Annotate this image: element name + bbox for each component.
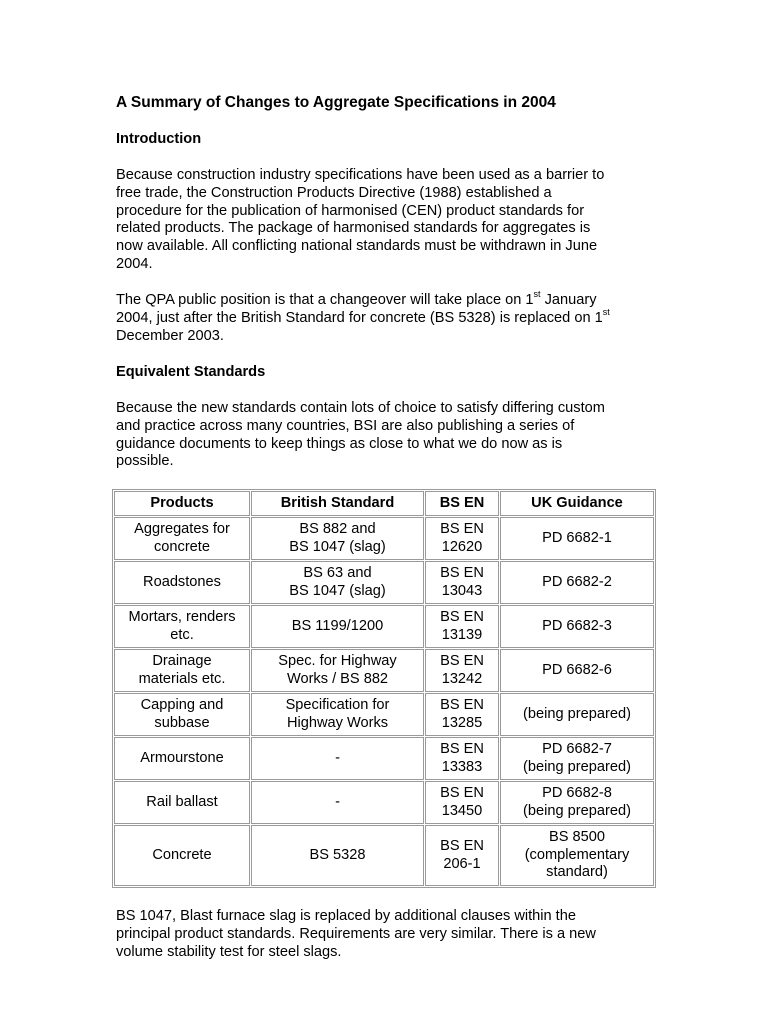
text-line [116, 289, 656, 310]
cell-text: Spec. for Highway [278, 652, 397, 669]
ordinal-suffix: st [602, 306, 610, 317]
table-row [114, 737, 654, 780]
uk-guidance-cell [500, 693, 654, 736]
cell-text: 13242 [441, 670, 483, 687]
british-standard-cell [251, 649, 424, 692]
product-cell [114, 649, 250, 692]
uk-guidance-cell [500, 561, 654, 604]
text-line: Because construction industry specifications have been used as a barrier to [116, 167, 605, 183]
text-line: related products. The package of harmonised standards for aggregates is [116, 220, 591, 237]
bs-en-cell [425, 693, 499, 736]
bs-en-cell [425, 605, 499, 648]
cell-text: BS EN [440, 520, 484, 537]
cell-text: Roadstones [143, 573, 221, 590]
cell-text: PD 6682-1 [542, 529, 612, 546]
header-bs-en: BS EN [425, 491, 499, 516]
cell-text: Specification for [285, 696, 390, 713]
cell-text: (being prepared) [523, 705, 631, 722]
text-fragment: January [540, 292, 597, 308]
cell-text: BS 63 and [303, 564, 372, 581]
british-standard-cell [251, 825, 424, 886]
table-row [114, 605, 654, 648]
cell-text: PD 6682-6 [542, 661, 612, 678]
cell-text: 13139 [441, 626, 483, 643]
cell-text: 206-1 [443, 855, 481, 872]
cell-text: Armourstone [140, 749, 224, 766]
cell-text: 12620 [441, 538, 483, 555]
cell-text: Works / BS 882 [286, 670, 389, 687]
cell-text: PD 6682-7 [542, 740, 612, 757]
introduction-heading: Introduction [116, 131, 202, 147]
uk-guidance-cell [500, 649, 654, 692]
cell-text: 13285 [441, 714, 483, 731]
cell-text: (being prepared) [523, 802, 631, 819]
uk-guidance-cell [500, 737, 654, 780]
bs-en-cell [425, 649, 499, 692]
cell-text: PD 6682-3 [542, 617, 612, 634]
british-standard-cell [251, 693, 424, 736]
cell-text: PD 6682-2 [542, 573, 612, 590]
text-line: and practice across many countries, BSI are also publishing a series of [116, 417, 575, 434]
cell-text: 13450 [441, 802, 483, 819]
table-row [114, 561, 654, 604]
uk-guidance-cell [500, 781, 654, 824]
text-line: now available. All conflicting national standards must be withdrawn in June [116, 238, 598, 255]
bs-en-cell [425, 781, 499, 824]
uk-guidance-cell [500, 605, 654, 648]
ordinal-suffix: st [533, 289, 541, 300]
table-row [114, 517, 654, 560]
table-row [114, 825, 654, 886]
equivalent-standards-paragraph [116, 400, 656, 471]
table-row [114, 693, 654, 736]
text-line: December 2003. [116, 327, 224, 344]
uk-guidance-cell [500, 517, 654, 560]
cell-text: BS 1199/1200 [291, 617, 384, 634]
cell-text: BS 882 and [299, 520, 376, 537]
header-british-standard: British Standard [251, 491, 424, 516]
cell-text: BS 8500 [549, 828, 605, 845]
cell-text: 13043 [441, 582, 483, 599]
cell-text: BS 1047 (slag) [289, 538, 386, 555]
british-standard-cell [251, 561, 424, 604]
page-title: A Summary of Changes to Aggregate Specifications in 2004 [116, 94, 556, 111]
text-line: volume stability test for steel slags. [116, 943, 342, 960]
bs-en-cell [425, 737, 499, 780]
cell-text: 13383 [441, 758, 483, 775]
product-cell [114, 737, 250, 780]
cell-text: BS EN [440, 652, 484, 669]
header-uk-guidance: UK Guidance [500, 491, 654, 516]
cell-text: BS EN [440, 696, 484, 713]
cell-text: BS 5328 [309, 846, 366, 863]
text-line: guidance documents to keep things as close to what we do now as is [116, 435, 563, 452]
bs-en-cell [425, 517, 499, 560]
cell-text: concrete [154, 538, 210, 555]
product-cell [114, 693, 250, 736]
text-line: 2004. [116, 255, 153, 272]
introduction-paragraph [116, 167, 656, 274]
british-standard-cell [251, 781, 424, 824]
cell-text: Mortars, renders [128, 608, 236, 625]
cell-text: Aggregates for [134, 520, 230, 537]
text-line: Because the new standards contain lots of choice to satisfy differing custom [116, 400, 605, 416]
text-line: principal product standards. Requirements are very similar. There is a new [116, 925, 596, 942]
cell-text: BS EN [440, 837, 484, 854]
uk-guidance-cell [500, 825, 654, 886]
product-cell [114, 605, 250, 648]
product-cell [114, 561, 250, 604]
text-line: possible. [116, 453, 174, 470]
cell-text: (complementary [524, 846, 630, 863]
product-cell [114, 781, 250, 824]
cell-text: - [335, 749, 340, 766]
cell-text: - [335, 793, 340, 810]
cell-text: BS EN [440, 564, 484, 581]
cell-text: Highway Works [286, 714, 389, 731]
bs-en-cell [425, 825, 499, 886]
cell-text: BS EN [440, 784, 484, 801]
cell-text: Capping and [140, 696, 224, 713]
standards-table [112, 489, 656, 888]
cell-text: etc. [170, 626, 194, 643]
header-products: Products [114, 491, 250, 516]
cell-text: BS EN [440, 608, 484, 625]
text-fragment: 2004, just after the British Standard for concrete (BS 5328) is replaced on 1 [116, 309, 603, 326]
cell-text: BS 1047 (slag) [289, 582, 386, 599]
table-row [114, 649, 654, 692]
cell-text: Rail ballast [146, 793, 218, 810]
cell-text: PD 6682-8 [542, 784, 612, 801]
text-line: free trade, the Construction Products Directive (1988) established a [116, 184, 552, 201]
british-standard-cell [251, 605, 424, 648]
text-line: BS 1047, Blast furnace slag is replaced by additional clauses within the [116, 908, 576, 924]
product-cell [114, 517, 250, 560]
table-body [114, 517, 654, 886]
bs-en-cell [425, 561, 499, 604]
equivalent-standards-heading: Equivalent Standards [116, 364, 266, 380]
qpa-position-paragraph [116, 289, 656, 345]
cell-text: materials etc. [138, 670, 226, 687]
text-line [116, 306, 656, 328]
table-header-row [114, 491, 654, 516]
cell-text: standard) [546, 864, 608, 881]
cell-text: Drainage [152, 652, 212, 669]
cell-text: Concrete [152, 846, 212, 863]
text-line: procedure for the publication of harmonised (CEN) product standards for [116, 202, 585, 219]
text-fragment: The QPA public position is that a changeover will take place on 1 [116, 292, 534, 308]
cell-text: subbase [154, 714, 210, 731]
closing-paragraph [116, 908, 656, 961]
british-standard-cell [251, 517, 424, 560]
british-standard-cell [251, 737, 424, 780]
product-cell [114, 825, 250, 886]
cell-text: BS EN [440, 740, 484, 757]
cell-text: (being prepared) [523, 758, 631, 775]
table-row [114, 781, 654, 824]
